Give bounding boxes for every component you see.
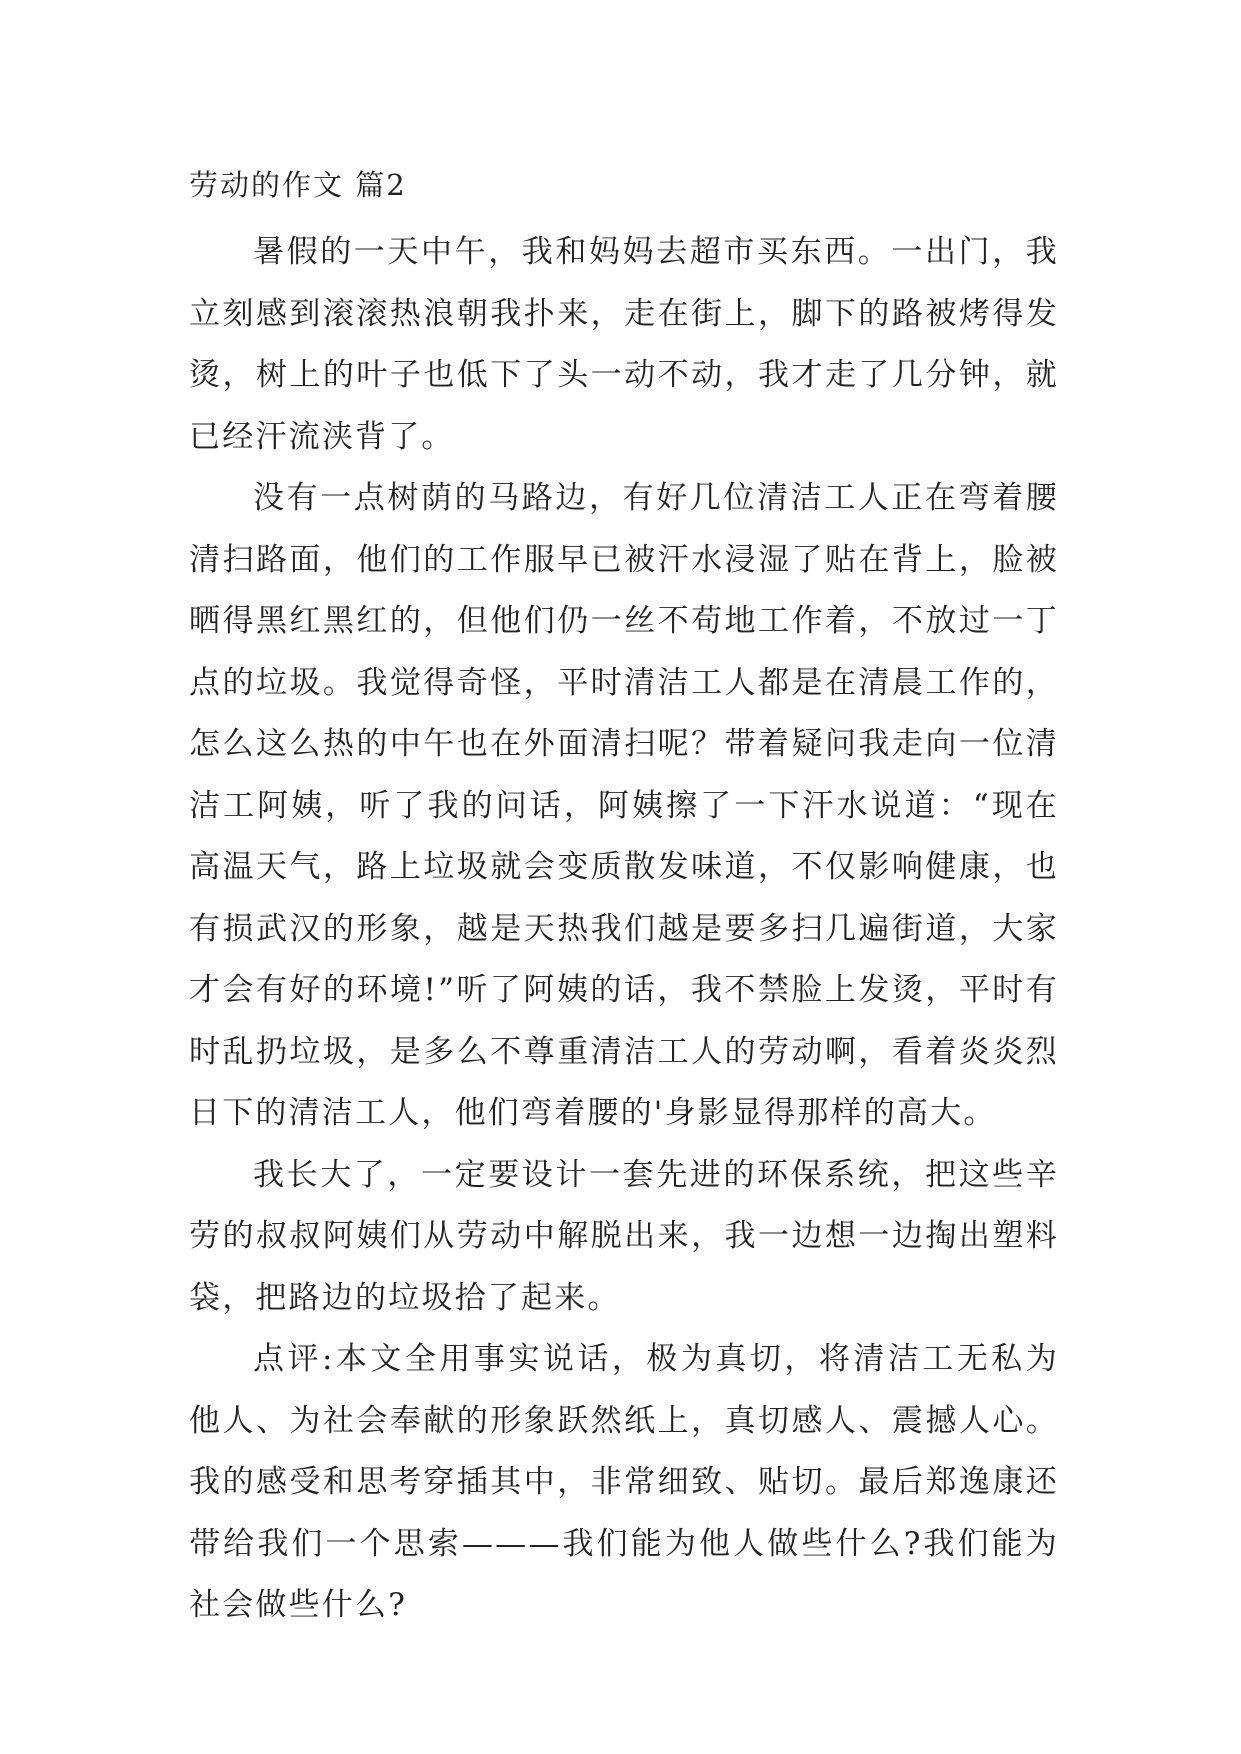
paragraph-4-review: 点评:本文全用事实说话，极为真切，将清洁工无私为他人、为社会奉献的形象跃然纸上，真切感人、震撼人心。我的感受和思考穿插其中，非常细致、贴切。最后郑逸康还带给我们一个思索———我们能为他人做些什么?我们能为社会做些什么?	[189, 1341, 1059, 1623]
document-title: 劳动的作文 篇2	[189, 168, 407, 202]
paragraph-1: 暑假的一天中午，我和妈妈去超市买东西。一出门，我立刻感到滚滚热浪朝我扑来，走在街上，脚下的路被烤得发烫，树上的叶子也低下了头一动不动，我才走了几分钟，就已经汗流浃背了。	[189, 234, 1059, 455]
paragraph-2: 没有一点树荫的马路边，有好几位清洁工人正在弯着腰清扫路面，他们的工作服早已被汗水浸湿了贴在背上，脸被晒得黑红黑红的，但他们仍一丝不苟地工作着，不放过一丁点的垃圾。我觉得奇怪，平时清洁工人都是在清晨工作的，怎么这么热的中午也在外面清扫呢？带着疑问我走向一位清洁工阿姨，听了我的问话，阿姨擦了一下汗水说道：“现在高温天气，路上垃圾就会变质散发味道，不仅影响健康，也有损武汉的形象，越是天热我们越是要多扫几遍街道，大家才会有好的环境!”听了阿姨的话，我不禁脸上发烫，平时有时乱扔垃圾，是多么不尊重清洁工人的劳动啊，看着炎炎烈日下的清洁工人，他们弯着腰的'身影显得那样的高大。	[189, 480, 1059, 1131]
document-body	[189, 222, 1059, 1637]
paragraph-3: 我长大了，一定要设计一套先进的环保系统，把这些辛劳的叔叔阿姨们从劳动中解脱出来，我一边想一边掏出塑料袋，把路边的垃圾拾了起来。	[189, 1156, 1059, 1316]
